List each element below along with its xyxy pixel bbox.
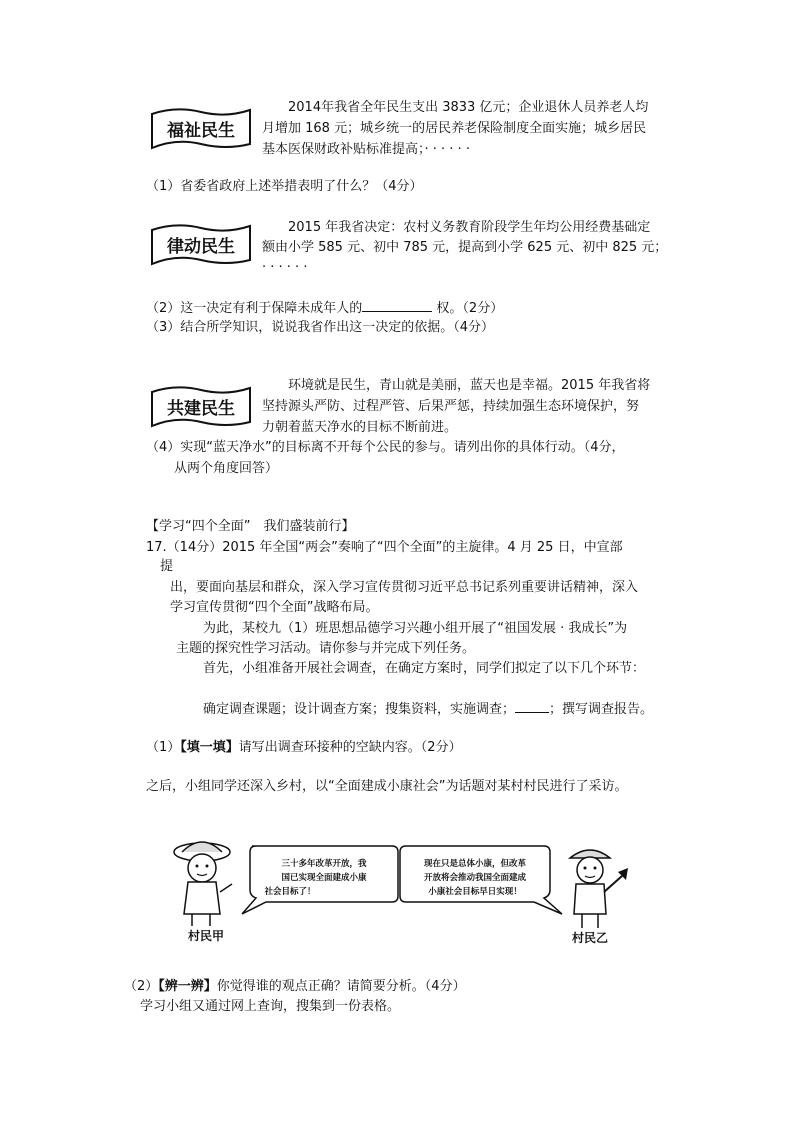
banner-text: 福祉民生 xyxy=(167,121,235,141)
s1-line-1: 2014年我省全年民生支出 3833 亿元；企业退休人员养老人均 xyxy=(288,100,649,115)
s2-line-3: · · · · · · xyxy=(262,260,308,275)
s3-line-1: 环境就是民生，青山就是美丽，蓝天也是幸福。2015 年我省将 xyxy=(288,378,651,393)
survey-steps-before: 确定调查课题；设计调查方案；搜集资料，实施调查； xyxy=(203,702,516,717)
para-1-line-2: 主题的探究性学习活动。请你参与并完成下列任务。 xyxy=(176,641,476,656)
banner-gongjian-minsheng xyxy=(146,382,256,434)
para-2: 首先，小组准备开展社会调查，在确定方案时，同学们拟定了以下几个环节： xyxy=(203,661,646,676)
para-1-line-1: 为此，某校九（1）班思想品德学习兴趣小组开展了“祖国发展 · 我成长”为 xyxy=(203,621,628,636)
question-debate-text: 你觉得谁的观点正确？请简要分析。（4分） xyxy=(216,979,466,994)
bubble-b-line-3: 小康社会目标早日实现！ xyxy=(428,887,522,897)
question-fill-text: 请写出调查环接种的空缺内容。（2分） xyxy=(238,740,462,755)
banner-text: 律动民生 xyxy=(167,237,235,257)
section-heading: 【学习“四个全面” 我们盛装前行】 xyxy=(146,519,355,534)
bubble-b-line-1: 现在只是总体小康，但改革 xyxy=(423,859,527,869)
question-2 xyxy=(146,297,503,319)
villager-b-label: 村民乙 xyxy=(571,931,609,945)
question-4-line-1: （4）实现“蓝天净水”的目标离不开每个公民的参与。请列出你的具体行动。（4分， xyxy=(146,440,625,455)
banner-text: 共建民生 xyxy=(167,399,235,419)
q17-line-3: 出，要面向基层和群众，深入学习宣传贯彻习近平总书记系列重要讲话精神，深入 xyxy=(170,580,639,595)
s3-line-2: 坚持源头严防、过程严管、后果严惩，持续加强生态环境保护，努 xyxy=(262,399,640,414)
question-debate-tag: 【辨一辨】 xyxy=(158,979,217,994)
survey-steps-after: ；撰写调查报告。 xyxy=(549,702,654,717)
s1-line-3: 基本医保财政补贴标准提高；· · · · · · xyxy=(262,142,470,157)
speech-bubble-a xyxy=(242,846,398,914)
question-1: （1）省委省政府上述举措表明了什么？（4分） xyxy=(146,179,423,194)
s1-line-2: 月增加 168 元；城乡统一的居民养老保险制度全面实施；城乡居民 xyxy=(262,121,647,136)
survey-steps xyxy=(203,698,653,720)
after-text: 之后，小组同学还深入乡村，以“全面建成小康社会”为话题对某村村民进行了采访。 xyxy=(146,779,628,794)
question-debate xyxy=(124,977,466,997)
question-fill-num: （1） xyxy=(146,740,181,755)
bubble-a-line-3: 社会目标了！ xyxy=(264,887,316,897)
villager-b-figure xyxy=(570,850,628,928)
s2-line-1: 2015 年我省决定：农村义务教育阶段学生年均公用经费基础定 xyxy=(288,220,651,235)
bubble-b-line-2: 开放将会推动我国全面建成 xyxy=(423,873,527,883)
last-line: 学习小组又通过网上查询，搜集到一份表格。 xyxy=(140,999,401,1014)
answer-blank[interactable] xyxy=(362,297,432,312)
question-2-after: 权。（2分） xyxy=(436,301,504,316)
villager-a-figure xyxy=(174,842,232,926)
q17-line-4: 学习宣传贯彻“四个全面”战略布局。 xyxy=(170,600,379,615)
q17-line-2: 提 xyxy=(160,559,174,574)
bubble-a-line-2: 国已实现全面建成小康 xyxy=(281,873,367,883)
speech-bubble-b xyxy=(400,846,562,914)
question-2-before: （2）这一决定有利于保障未成年人的 xyxy=(146,301,363,316)
question-debate-num: （2） xyxy=(124,979,159,994)
villager-illustration xyxy=(170,836,640,946)
q17-line-1: 17.（14分）2015 年全国“两会”奏响了“四个全面”的主旋律。4 月 25 日，中宣部 xyxy=(146,540,623,555)
s3-line-3: 力朝着蓝天净水的目标不断前进。 xyxy=(262,420,458,435)
bubble-a-line-1: 三十多年改革开放，我 xyxy=(281,859,367,869)
banner-lvdong-minsheng xyxy=(146,220,256,272)
steps-blank[interactable] xyxy=(515,698,549,713)
question-fill xyxy=(146,738,462,758)
question-fill-tag: 【填一填】 xyxy=(180,740,239,755)
question-3: （3）结合所学知识，说说我省作出这一决定的依据。（4分） xyxy=(146,320,495,335)
s2-line-2: 额由小学 585 元、初中 785 元，提高到小学 625 元、初中 825 元； xyxy=(262,240,668,255)
question-4-line-2: 从两个角度回答） xyxy=(174,461,279,476)
villager-a-label: 村民甲 xyxy=(187,929,225,943)
banner-fuzhi-minsheng xyxy=(146,104,256,156)
